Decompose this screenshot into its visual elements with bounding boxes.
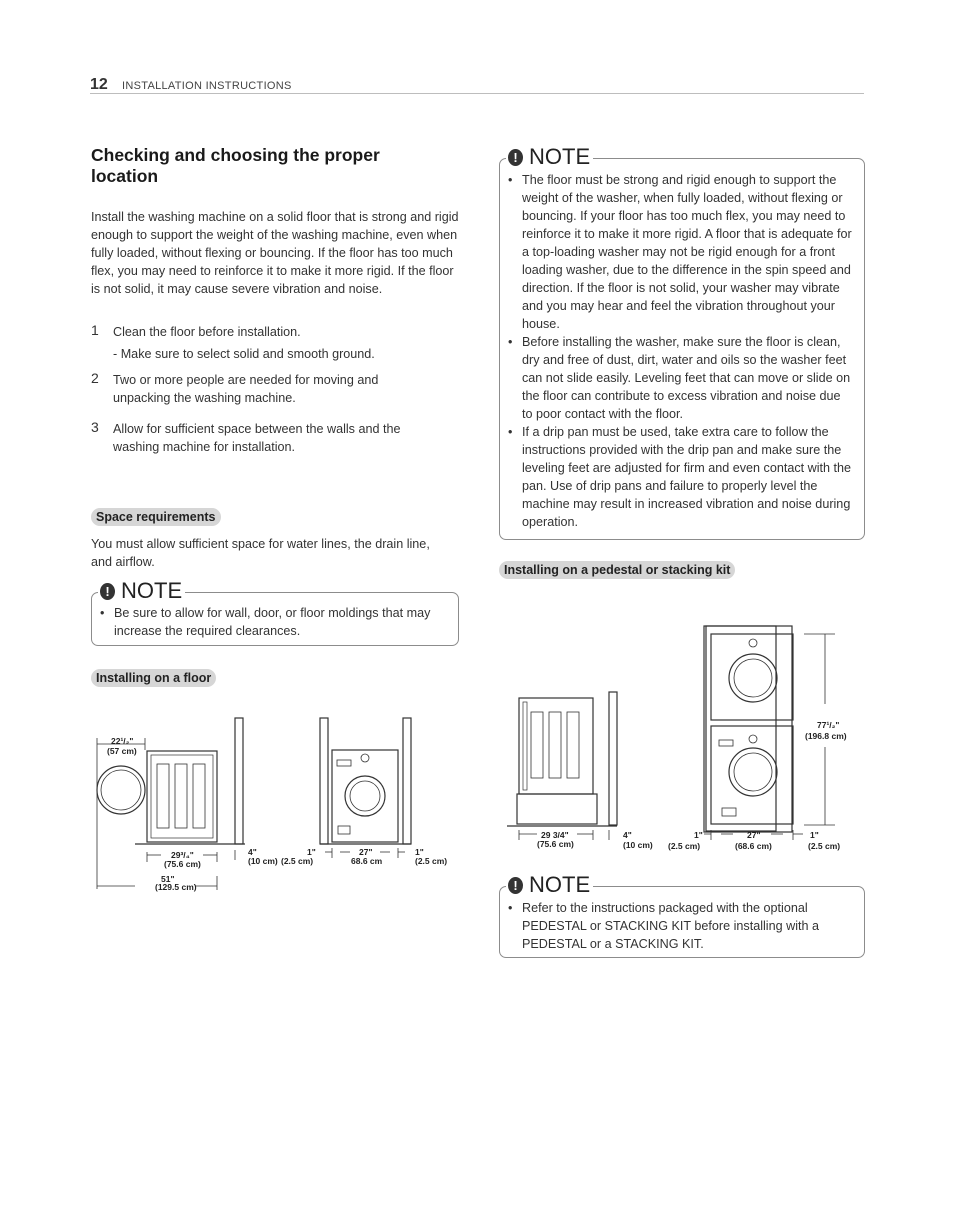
note-box xyxy=(91,578,459,646)
side-gap-right-label: 1" xyxy=(810,830,819,840)
step-subtext: - Make sure to select solid and smooth ground. xyxy=(113,347,375,361)
height-label: 77¹/₂" xyxy=(817,720,840,730)
step-text: Clean the floor before installation. xyxy=(113,325,301,339)
width-label: 27" xyxy=(359,847,373,857)
door-outline xyxy=(97,766,145,814)
depth-cm-label: (75.6 cm) xyxy=(537,839,574,849)
step-text: Allow for sufficient space between the walls and the washing machine for installation. xyxy=(113,422,401,454)
rear-gap-cm-label: (10 cm) xyxy=(248,856,278,866)
rear-gap-cm-label: (10 cm) xyxy=(623,840,653,850)
note-item: • Be sure to allow for wall, door, or floor moldings that may increase the required clearances. xyxy=(98,604,443,640)
floor-clearance-diagram xyxy=(95,714,460,894)
note-title xyxy=(98,580,185,602)
space-requirements-text: You must allow sufficient space for water lines, the drain line, and airflow. xyxy=(91,537,430,569)
depth-label: 29 3/4" xyxy=(541,830,569,840)
note-title-text: NOTE xyxy=(529,872,591,897)
rear-gap-label: 4" xyxy=(623,830,632,840)
note-box xyxy=(499,872,865,958)
depth-label: 29³/₄" xyxy=(171,850,194,860)
note-title-text: NOTE xyxy=(121,578,183,603)
exclamation-icon: ! xyxy=(100,583,115,600)
exclamation-icon: ! xyxy=(508,149,523,166)
note-list xyxy=(98,604,443,640)
step-text: Two or more people are needed for moving and unpacking the washing machine. xyxy=(113,373,379,405)
width-cm-label: (68.6 cm) xyxy=(735,841,772,851)
step-number: 2 xyxy=(91,370,99,386)
header-divider xyxy=(90,93,864,94)
note-item: • If a drip pan must be used, take extra care to follow the instructions provided with the drip pan and make sure the leveling feet are adjusted for firm and even contact with the pan. Use of drip pans and failure to properly level the machine may result in increased vibration and noise during operation. xyxy=(506,423,854,531)
door-width-label: 22¹/₂" xyxy=(111,736,134,746)
page-title: Checking and choosing the proper location xyxy=(91,145,380,186)
side-gap-left-label: 1" xyxy=(694,830,703,840)
step-number: 3 xyxy=(91,419,99,435)
note-title xyxy=(506,874,593,896)
height-cm-label: (196.8 cm) xyxy=(805,731,847,741)
intro-paragraph: Install the washing machine on a solid floor that is strong and rigid enough to support the weight of the washing machine, even when fully loaded, without flexing or bouncing. If the floor has too much flex, you may need to reinforce it to make it more rigid. If the floor is not solid, it may cause severe vibration and noise. xyxy=(91,210,459,296)
note-title xyxy=(506,146,593,168)
width-cm-label: 68.6 cm xyxy=(351,856,383,866)
side-gap-left-cm-label: (2.5 cm) xyxy=(281,856,314,866)
page-number: 12 xyxy=(90,76,108,93)
side-gap-right-label: 1" xyxy=(415,847,424,857)
total-cm-label: (129.5 cm) xyxy=(155,882,197,892)
width-label: 27" xyxy=(747,830,761,840)
pedestal-heading: Installing on a pedestal or stacking kit xyxy=(499,561,735,579)
note-list xyxy=(506,171,854,531)
side-gap-left-label: 1" xyxy=(307,847,316,857)
depth-cm-label: (75.6 cm) xyxy=(164,859,201,869)
side-gap-right-cm-label: (2.5 cm) xyxy=(415,856,448,866)
note-item: • The floor must be strong and rigid enough to support the weight of the washer, when fully loaded, without flexing or bouncing. If your floor has too much flex, you may need to reinforce it to make it more rigid. A floor that is adequate for a top-loading washer may not be rigid enough for a front loading washer, due to the difference in the spin speed and direction. If the floor is not solid, your washer may vibrate and you may hear and feel the vibration throughout your house. xyxy=(506,171,854,333)
side-gap-right-cm-label: (2.5 cm) xyxy=(808,841,841,851)
rear-gap-label: 4" xyxy=(248,847,257,857)
total-label: 51" xyxy=(161,874,175,884)
note-box xyxy=(499,144,865,540)
note-list xyxy=(506,899,846,953)
installing-on-floor-heading: Installing on a floor xyxy=(91,669,216,687)
pedestal-stacking-diagram xyxy=(505,622,860,854)
note-item: • Refer to the instructions packaged with the optional PEDESTAL or STACKING KIT before installing with a PEDESTAL or a STACKING KIT. xyxy=(506,899,846,953)
step-number: 1 xyxy=(91,322,99,338)
note-title-text: NOTE xyxy=(529,144,591,169)
space-requirements-heading: Space requirements xyxy=(91,508,221,526)
section-title: INSTALLATION INSTRUCTIONS xyxy=(122,80,292,92)
side-gap-left-cm-label: (2.5 cm) xyxy=(668,841,701,851)
exclamation-icon: ! xyxy=(508,877,523,894)
note-item: • Before installing the washer, make sure the floor is clean, dry and free of dust, dirt, water and oils so the washer feet can not slide easily. Leveling feet that can move or slide on the floor can contribute to excess vibration and noise due to poor contact with the floor. xyxy=(506,333,854,423)
door-width-cm-label: (57 cm) xyxy=(107,746,137,756)
